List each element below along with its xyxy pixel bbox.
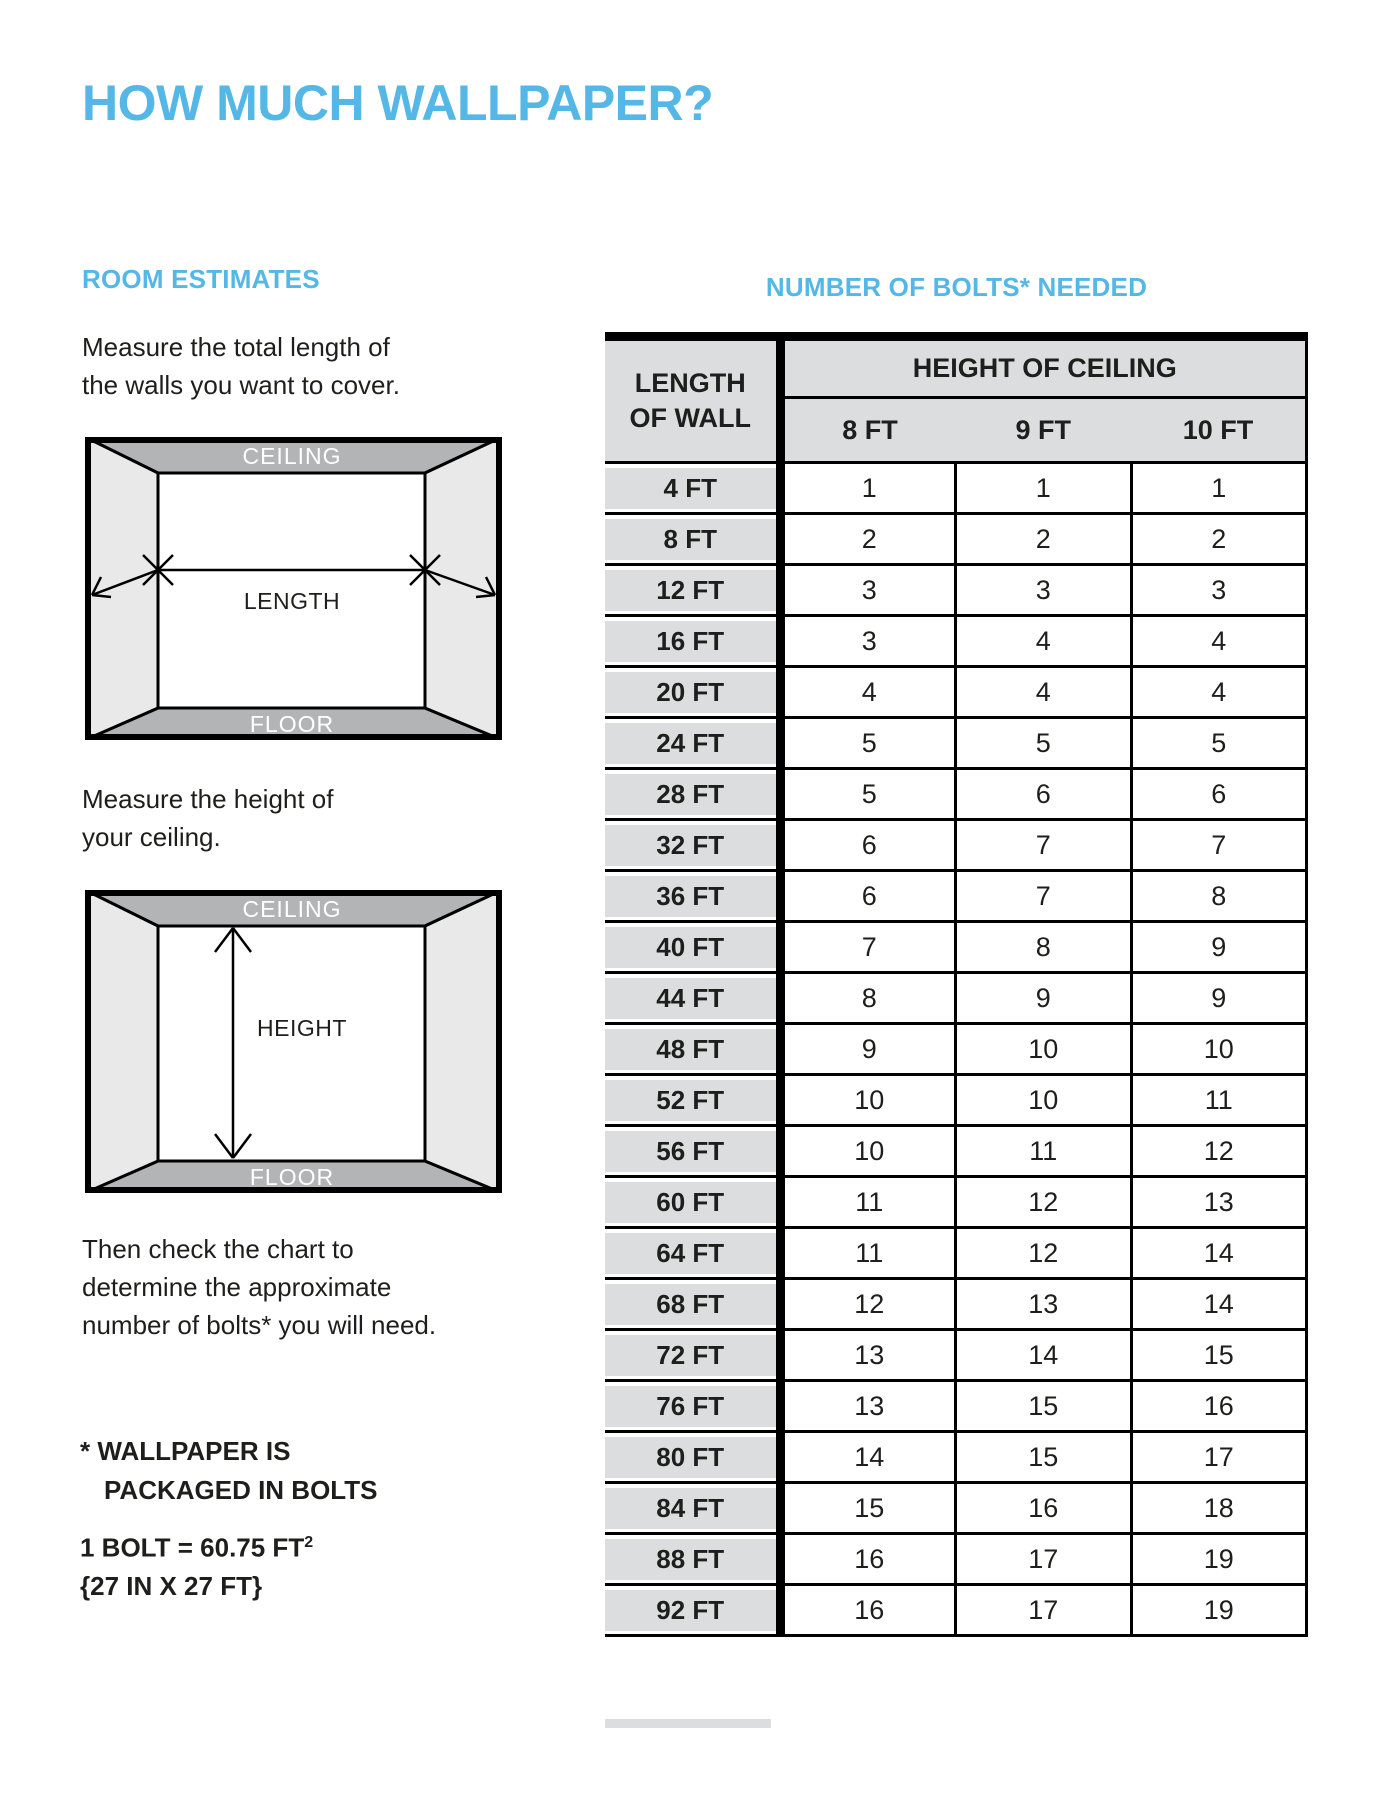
bolt-count-cell: 12 <box>956 1228 1132 1279</box>
bolt-count-cell: 18 <box>1131 1483 1307 1534</box>
bolt-count-cell: 9 <box>1131 973 1307 1024</box>
table-cutoff-stub <box>605 1719 771 1728</box>
table-row <box>605 1177 1307 1228</box>
bolt-count-cell: 9 <box>1131 922 1307 973</box>
bolt-count-cell: 3 <box>780 565 956 616</box>
bolt-count-cell: 5 <box>956 718 1132 769</box>
bolt-count-cell: 3 <box>1131 565 1307 616</box>
bolt-count-cell: 15 <box>956 1432 1132 1483</box>
bolt-count-cell: 5 <box>780 718 956 769</box>
bolt-count-cell: 8 <box>780 973 956 1024</box>
bolt-count-cell: 16 <box>780 1534 956 1585</box>
table-row <box>605 820 1307 871</box>
bolts-table-body <box>605 463 1307 1636</box>
ceiling-10ft-header: 10 FT <box>1131 398 1307 463</box>
bolt-count-cell: 9 <box>780 1024 956 1075</box>
bolt-count-cell: 16 <box>956 1483 1132 1534</box>
bolt-count-cell: 4 <box>1131 616 1307 667</box>
bolt-count-cell: 2 <box>956 514 1132 565</box>
table-row <box>605 1432 1307 1483</box>
bolt-count-cell: 7 <box>780 922 956 973</box>
wall-length-cell: 32 FT <box>605 820 780 871</box>
wall-length-cell: 16 FT <box>605 616 780 667</box>
bolt-count-cell: 5 <box>1131 718 1307 769</box>
length-of-wall-header: LENGTH OF WALL <box>605 337 780 463</box>
bolt-count-cell: 10 <box>780 1075 956 1126</box>
table-row <box>605 463 1307 514</box>
table-row <box>605 1279 1307 1330</box>
wall-length-cell: 44 FT <box>605 973 780 1024</box>
bolt-dimensions-line: {27 IN X 27 FT} <box>80 1570 263 1601</box>
wall-length-cell: 60 FT <box>605 1177 780 1228</box>
table-row <box>605 922 1307 973</box>
wall-length-cell: 68 FT <box>605 1279 780 1330</box>
ceiling-8ft-header: 8 FT <box>780 398 956 463</box>
bolt-count-cell: 8 <box>1131 871 1307 922</box>
bolt-count-cell: 6 <box>956 769 1132 820</box>
wall-length-cell: 72 FT <box>605 1330 780 1381</box>
bolt-count-cell: 16 <box>780 1585 956 1636</box>
bolt-count-cell: 12 <box>956 1177 1132 1228</box>
footnote-line: * WALLPAPER IS <box>80 1436 291 1466</box>
bolt-count-cell: 11 <box>1131 1075 1307 1126</box>
wall-length-cell: 84 FT <box>605 1483 780 1534</box>
height-of-ceiling-header: HEIGHT OF CEILING <box>780 337 1307 398</box>
table-row <box>605 718 1307 769</box>
squared-superscript: 2 <box>304 1534 314 1551</box>
bolt-count-cell: 13 <box>780 1330 956 1381</box>
bolt-count-cell: 3 <box>956 565 1132 616</box>
bolt-count-cell: 7 <box>1131 820 1307 871</box>
bolt-count-cell: 16 <box>1131 1381 1307 1432</box>
table-row <box>605 514 1307 565</box>
bolt-count-cell: 19 <box>1131 1534 1307 1585</box>
bolt-count-cell: 6 <box>1131 769 1307 820</box>
wall-length-cell: 80 FT <box>605 1432 780 1483</box>
bolt-count-cell: 13 <box>1131 1177 1307 1228</box>
wall-length-cell: 12 FT <box>605 565 780 616</box>
wall-length-cell: 56 FT <box>605 1126 780 1177</box>
left-wall-face <box>85 890 158 1193</box>
bolts-footnote <box>80 1432 377 1510</box>
ceiling-label: CEILING <box>242 443 342 469</box>
paragraph-line: your ceiling. <box>82 822 221 852</box>
wall-length-cell: 36 FT <box>605 871 780 922</box>
table-row <box>605 1381 1307 1432</box>
right-wall-face <box>425 890 502 1193</box>
check-chart-paragraph <box>82 1230 436 1344</box>
table-row <box>605 1483 1307 1534</box>
bolt-count-cell: 11 <box>780 1177 956 1228</box>
bolt-count-cell: 10 <box>1131 1024 1307 1075</box>
bolt-size-info <box>80 1524 313 1605</box>
bolt-count-cell: 1 <box>1131 463 1307 514</box>
table-row <box>605 871 1307 922</box>
bolt-count-cell: 9 <box>956 973 1132 1024</box>
bolt-count-cell: 14 <box>1131 1279 1307 1330</box>
bolt-count-cell: 11 <box>956 1126 1132 1177</box>
bolt-count-cell: 4 <box>956 667 1132 718</box>
bolt-count-cell: 7 <box>956 871 1132 922</box>
bolt-count-cell: 17 <box>956 1534 1132 1585</box>
table-row <box>605 667 1307 718</box>
ceiling-9ft-header: 9 FT <box>956 398 1132 463</box>
back-wall-face <box>158 926 425 1161</box>
wall-length-cell: 20 FT <box>605 667 780 718</box>
paragraph-line: Measure the height of <box>82 784 334 814</box>
bolt-count-cell: 12 <box>1131 1126 1307 1177</box>
bolt-count-cell: 11 <box>780 1228 956 1279</box>
bolt-count-cell: 10 <box>956 1024 1132 1075</box>
bolt-count-cell: 17 <box>956 1585 1132 1636</box>
wall-length-cell: 52 FT <box>605 1075 780 1126</box>
bolts-table-header <box>605 337 1307 463</box>
bolt-count-cell: 4 <box>956 616 1132 667</box>
floor-label: FLOOR <box>249 711 335 737</box>
bolts-table-heading: NUMBER OF BOLTS* NEEDED <box>765 272 1148 302</box>
bolt-count-cell: 10 <box>780 1126 956 1177</box>
table-row <box>605 1024 1307 1075</box>
ceiling-label: CEILING <box>242 896 342 922</box>
bolt-count-cell: 4 <box>1131 667 1307 718</box>
wall-length-cell: 76 FT <box>605 1381 780 1432</box>
paragraph-line: Then check the chart to <box>82 1234 354 1264</box>
bolt-count-cell: 4 <box>780 667 956 718</box>
wall-length-cell: 40 FT <box>605 922 780 973</box>
table-row <box>605 1585 1307 1636</box>
floor-label: FLOOR <box>249 1164 335 1190</box>
bolt-count-cell: 7 <box>956 820 1132 871</box>
table-row <box>605 1534 1307 1585</box>
room-height-diagram <box>85 890 502 1193</box>
bolt-count-cell: 10 <box>956 1075 1132 1126</box>
table-row <box>605 1126 1307 1177</box>
bolt-count-cell: 2 <box>780 514 956 565</box>
paragraph-line: the walls you want to cover. <box>82 370 400 400</box>
table-row <box>605 1075 1307 1126</box>
bolt-count-cell: 13 <box>956 1279 1132 1330</box>
bolt-count-cell: 6 <box>780 871 956 922</box>
table-row <box>605 616 1307 667</box>
bolt-count-cell: 1 <box>956 463 1132 514</box>
wall-length-cell: 48 FT <box>605 1024 780 1075</box>
bolt-count-cell: 1 <box>780 463 956 514</box>
measure-height-paragraph <box>82 780 334 856</box>
paragraph-line: Measure the total length of <box>82 332 390 362</box>
height-label: HEIGHT <box>257 1015 347 1041</box>
room-length-diagram <box>85 437 502 740</box>
length-label: LENGTH <box>243 588 341 614</box>
bolt-count-cell: 6 <box>780 820 956 871</box>
bolt-count-cell: 13 <box>780 1381 956 1432</box>
paragraph-line: number of bolts* you will need. <box>82 1310 437 1340</box>
bolt-count-cell: 17 <box>1131 1432 1307 1483</box>
paragraph-line: determine the approximate <box>82 1272 392 1302</box>
bolt-count-cell: 15 <box>780 1483 956 1534</box>
bolt-count-cell: 8 <box>956 922 1132 973</box>
wall-length-cell: 28 FT <box>605 769 780 820</box>
table-row <box>605 1330 1307 1381</box>
bolt-count-cell: 15 <box>1131 1330 1307 1381</box>
table-row <box>605 973 1307 1024</box>
bolt-count-cell: 14 <box>780 1432 956 1483</box>
measure-length-paragraph <box>82 328 400 404</box>
wall-length-cell: 88 FT <box>605 1534 780 1585</box>
wall-length-cell: 4 FT <box>605 463 780 514</box>
wall-length-cell: 92 FT <box>605 1585 780 1636</box>
bolts-table <box>605 332 1308 1637</box>
bolt-size-line: 1 BOLT = 60.75 $FT^2$ <box>80 1532 314 1563</box>
wall-length-cell: 24 FT <box>605 718 780 769</box>
bolt-count-cell: 19 <box>1131 1585 1307 1636</box>
bolt-count-cell: 2 <box>1131 514 1307 565</box>
footnote-line: PACKAGED IN BOLTS <box>104 1475 378 1505</box>
bolt-count-cell: 14 <box>956 1330 1132 1381</box>
bolt-count-cell: 15 <box>956 1381 1132 1432</box>
bolt-count-cell: 5 <box>780 769 956 820</box>
wall-length-cell: 8 FT <box>605 514 780 565</box>
table-row <box>605 1228 1307 1279</box>
bolt-count-cell: 3 <box>780 616 956 667</box>
bolt-count-cell: 12 <box>780 1279 956 1330</box>
page-title: HOW MUCH WALLPAPER? <box>82 75 714 131</box>
room-estimates-heading: ROOM ESTIMATES <box>82 264 320 294</box>
table-row <box>605 565 1307 616</box>
wall-length-cell: 64 FT <box>605 1228 780 1279</box>
bolt-count-cell: 14 <box>1131 1228 1307 1279</box>
table-row <box>605 769 1307 820</box>
